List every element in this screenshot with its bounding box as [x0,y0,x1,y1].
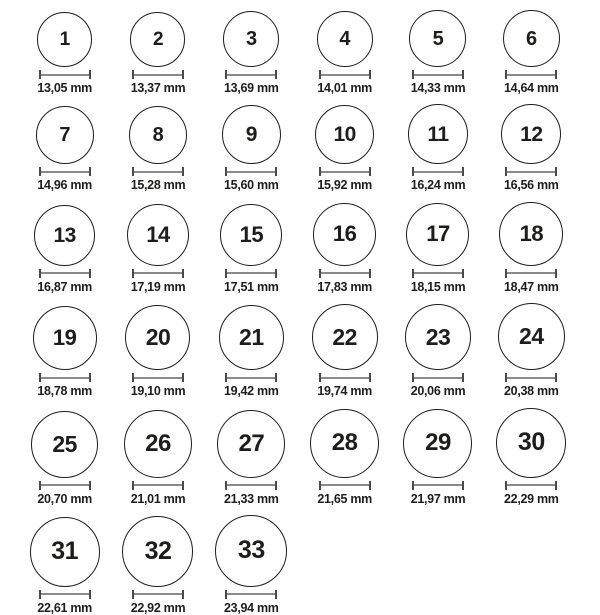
ring-size-number: 3 [246,28,257,50]
diameter-measure-line [39,70,91,79]
ring-size-number: 32 [144,536,172,565]
ring-size-number: 27 [238,429,265,457]
diameter-measure-line [39,481,91,490]
diameter-measure-line [319,373,371,382]
ring-circle [215,515,287,587]
ring-circle [498,303,565,370]
diameter-label: 20,70 mm [37,491,92,506]
ring-size-cell [298,304,391,398]
ring-circle [312,304,378,370]
ring-size-number: 13 [53,223,76,247]
ring-circle [127,204,189,266]
ring-size-number: 29 [425,429,451,456]
ring-circle [501,104,561,164]
ring-size-number: 31 [51,537,79,566]
ring-circle [496,408,566,478]
diameter-measure-line [132,373,184,382]
diameter-measure-line [505,373,557,382]
ring-size-cell [18,411,111,506]
ring-size-number: 11 [427,122,449,146]
ring-size-cell [485,104,578,192]
ring-size-number: 26 [145,429,171,457]
diameter-measure-line [319,70,371,79]
ring-size-cell [391,10,484,95]
ring-size-number: 33 [237,536,265,565]
diameter-label: 18,47 mm [504,279,559,294]
ring-circle [408,104,468,164]
diameter-measure-line [39,373,91,382]
ring-size-cell [485,303,578,398]
ring-size-cell [485,202,578,294]
ring-size-cell [18,306,111,398]
ring-circle [403,409,472,478]
diameter-label: 18,78 mm [37,384,92,399]
ring-size-number: 28 [331,429,358,456]
ring-size-cell [111,516,204,615]
diameter-label: 15,92 mm [317,178,372,193]
ring-size-cell [485,408,578,506]
ring-circle [223,11,279,67]
diameter-label: 19,42 mm [224,384,279,399]
diameter-label: 13,37 mm [130,81,186,95]
ring-size-number: 30 [517,428,545,456]
diameter-measure-line [225,269,277,278]
diameter-measure-line [505,70,557,79]
ring-size-cell [205,204,298,294]
ring-circle [30,517,100,587]
diameter-label: 16,24 mm [410,178,466,193]
diameter-label: 17,19 mm [130,279,186,294]
ring-circle [310,409,379,478]
ring-circle [125,305,190,370]
ring-size-cell [205,305,298,398]
ring-size-number: 16 [332,221,357,247]
ring-size-number: 14 [146,221,170,247]
diameter-label: 22,92 mm [130,600,186,615]
diameter-label: 22,29 mm [504,491,559,506]
ring-circle [37,12,92,67]
diameter-measure-line [319,167,371,176]
diameter-label: 21,33 mm [224,491,279,506]
ring-circle [220,204,282,266]
ring-circle [217,410,285,478]
diameter-label: 20,06 mm [410,384,466,399]
diameter-measure-line [225,590,277,599]
ring-size-number: 19 [52,325,77,351]
ring-size-number: 1 [59,29,70,50]
ring-size-cell [111,204,204,294]
ring-circle [313,203,376,266]
ring-circle [405,304,471,370]
diameter-measure-line [132,481,184,490]
diameter-label: 16,87 mm [37,279,92,294]
diameter-measure-line [505,167,557,176]
ring-size-number: 20 [145,324,171,351]
ring-circle [503,10,560,67]
ring-size-cell [111,305,204,398]
diameter-measure-line [505,269,557,278]
ring-size-cell [485,10,578,95]
ring-size-cell [298,11,391,95]
diameter-label: 14,96 mm [37,178,92,193]
ring-size-cell [391,203,484,294]
diameter-label: 18,15 mm [410,279,466,294]
diameter-label: 14,64 mm [504,81,559,95]
ring-size-number: 4 [339,28,350,50]
ring-size-cell [298,409,391,506]
ring-size-number: 8 [152,124,164,147]
diameter-label: 19,10 mm [130,384,186,399]
ring-size-number: 18 [519,220,544,246]
diameter-label: 14,33 mm [410,81,466,95]
diameter-measure-line [39,167,91,176]
ring-circle [31,411,98,478]
ring-size-cell [391,409,484,506]
ring-size-number: 7 [59,124,70,147]
ring-size-cell [298,203,391,294]
ring-size-cell [205,105,298,192]
diameter-label: 13,05 mm [37,81,92,95]
diameter-label: 23,94 mm [224,600,279,615]
ring-circle [36,106,94,164]
diameter-label: 21,01 mm [130,491,186,506]
ring-size-cell [111,12,204,95]
diameter-measure-line [132,590,184,599]
ring-size-cell [18,205,111,294]
diameter-measure-line [412,269,464,278]
ring-size-number: 25 [52,430,77,457]
diameter-measure-line [225,373,277,382]
ring-size-cell [18,12,111,95]
ring-size-number: 23 [425,323,451,350]
ring-size-number: 9 [245,123,257,147]
ring-size-cell [391,304,484,398]
ring-circle [122,516,193,587]
ring-size-number: 5 [432,27,444,50]
ring-size-cell [18,106,111,192]
ring-size-cell [205,410,298,506]
diameter-label: 22,61 mm [37,600,92,615]
diameter-measure-line [412,373,464,382]
ring-size-number: 24 [519,323,544,350]
ring-size-number: 2 [152,29,164,50]
ring-size-cell [205,11,298,95]
diameter-label: 16,56 mm [504,178,559,193]
ring-size-number: 10 [333,123,356,147]
diameter-measure-line [225,70,277,79]
diameter-label: 17,83 mm [317,279,372,294]
diameter-label: 14,01 mm [317,81,372,95]
ring-size-number: 6 [526,27,537,50]
diameter-label: 21,97 mm [410,491,466,506]
diameter-measure-line [132,70,184,79]
ring-size-number: 22 [332,323,357,350]
ring-size-cell [391,104,484,192]
diameter-measure-line [132,269,184,278]
ring-size-number: 15 [239,221,264,247]
diameter-measure-line [505,481,557,490]
diameter-label: 15,60 mm [224,178,279,193]
ring-circle [222,105,281,164]
diameter-measure-line [412,167,464,176]
ring-circle [315,105,374,164]
diameter-measure-line [412,481,464,490]
diameter-label: 19,74 mm [317,384,372,399]
diameter-measure-line [412,70,464,79]
ring-size-cell [18,517,111,615]
ring-circle [317,11,373,67]
ring-circle [219,305,284,370]
diameter-label: 15,28 mm [130,178,186,193]
ring-circle [130,12,185,67]
diameter-label: 13,69 mm [224,81,279,95]
diameter-label: 17,51 mm [224,279,279,294]
ring-size-cell [111,106,204,192]
ring-circle [499,202,563,266]
diameter-measure-line [132,167,184,176]
diameter-measure-line [225,481,277,490]
ring-size-cell [298,105,391,192]
diameter-measure-line [39,269,91,278]
diameter-measure-line [319,269,371,278]
ring-circle [409,10,466,67]
diameter-measure-line [319,481,371,490]
ring-circle [129,106,187,164]
ring-circle [124,410,192,478]
ring-size-number: 21 [239,324,264,351]
ring-size-cell [111,410,204,506]
ring-size-number: 17 [426,221,450,247]
diameter-measure-line [39,590,91,599]
diameter-label: 20,38 mm [504,384,559,399]
ring-size-number: 12 [520,122,543,146]
diameter-label: 21,65 mm [317,491,372,506]
diameter-measure-line [225,167,277,176]
ring-circle [33,306,97,370]
ring-circle [406,203,469,266]
ring-circle [34,205,95,266]
